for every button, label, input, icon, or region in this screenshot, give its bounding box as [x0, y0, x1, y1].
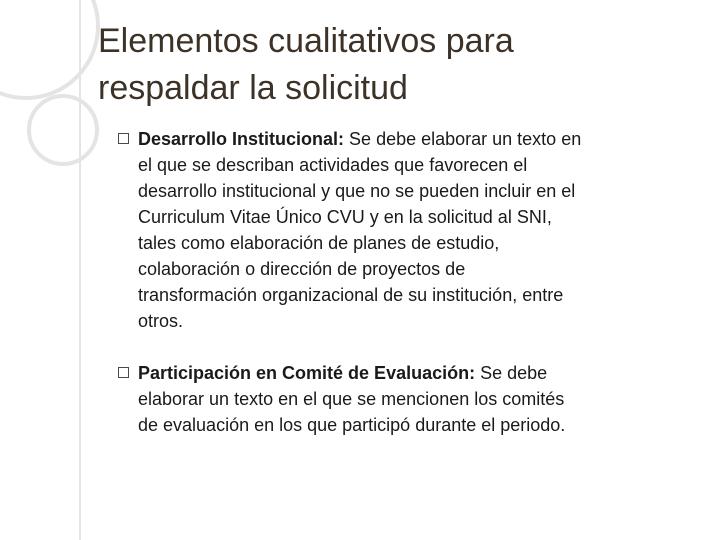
bullet-participacion-comite — [114, 360, 694, 438]
square-bullet-icon — [118, 367, 129, 378]
slide-title-line-2: respaldar la solicitud — [98, 69, 408, 107]
bullet-term: Participación en Comité de Evaluación: — [138, 363, 476, 383]
decorative-ring-small — [29, 96, 97, 164]
bullet-line — [138, 126, 694, 152]
decorative-ring-large — [0, 0, 98, 98]
bullet-line: desarrollo institucional y que no se pueden incluir en el — [138, 181, 576, 201]
bullet-line: elaborar un texto en el que se mencionen los comités — [138, 389, 565, 409]
slide-title — [98, 18, 698, 112]
bullet-text: Se debe — [475, 363, 548, 383]
bullet-line: otros. — [138, 311, 184, 331]
bullet-line: transformación organizacional de su institución, entre — [138, 285, 564, 305]
bullet-desarrollo-institucional — [114, 126, 694, 334]
slide-title-line-1: Elementos cualitativos para — [98, 22, 514, 60]
bullet-list — [114, 126, 694, 438]
bullet-line: Curriculum Vitae Único CVU y en la solicitud al SNI, — [138, 207, 552, 227]
decorative-vertical-rule — [79, 0, 81, 540]
bullet-line: de evaluación en los que participó durante el periodo. — [138, 415, 566, 435]
bullet-text: Se debe elaborar un texto en — [344, 129, 582, 149]
bullet-line — [138, 360, 694, 386]
square-bullet-icon — [118, 133, 129, 144]
bullet-line: el que se describan actividades que favorecen el — [138, 155, 528, 175]
decorative-rings — [0, 0, 110, 200]
bullet-line: colaboración o dirección de proyectos de — [138, 259, 466, 279]
bullet-line: tales como elaboración de planes de estudio, — [138, 233, 500, 253]
bullet-term: Desarrollo Institucional: — [138, 129, 345, 149]
